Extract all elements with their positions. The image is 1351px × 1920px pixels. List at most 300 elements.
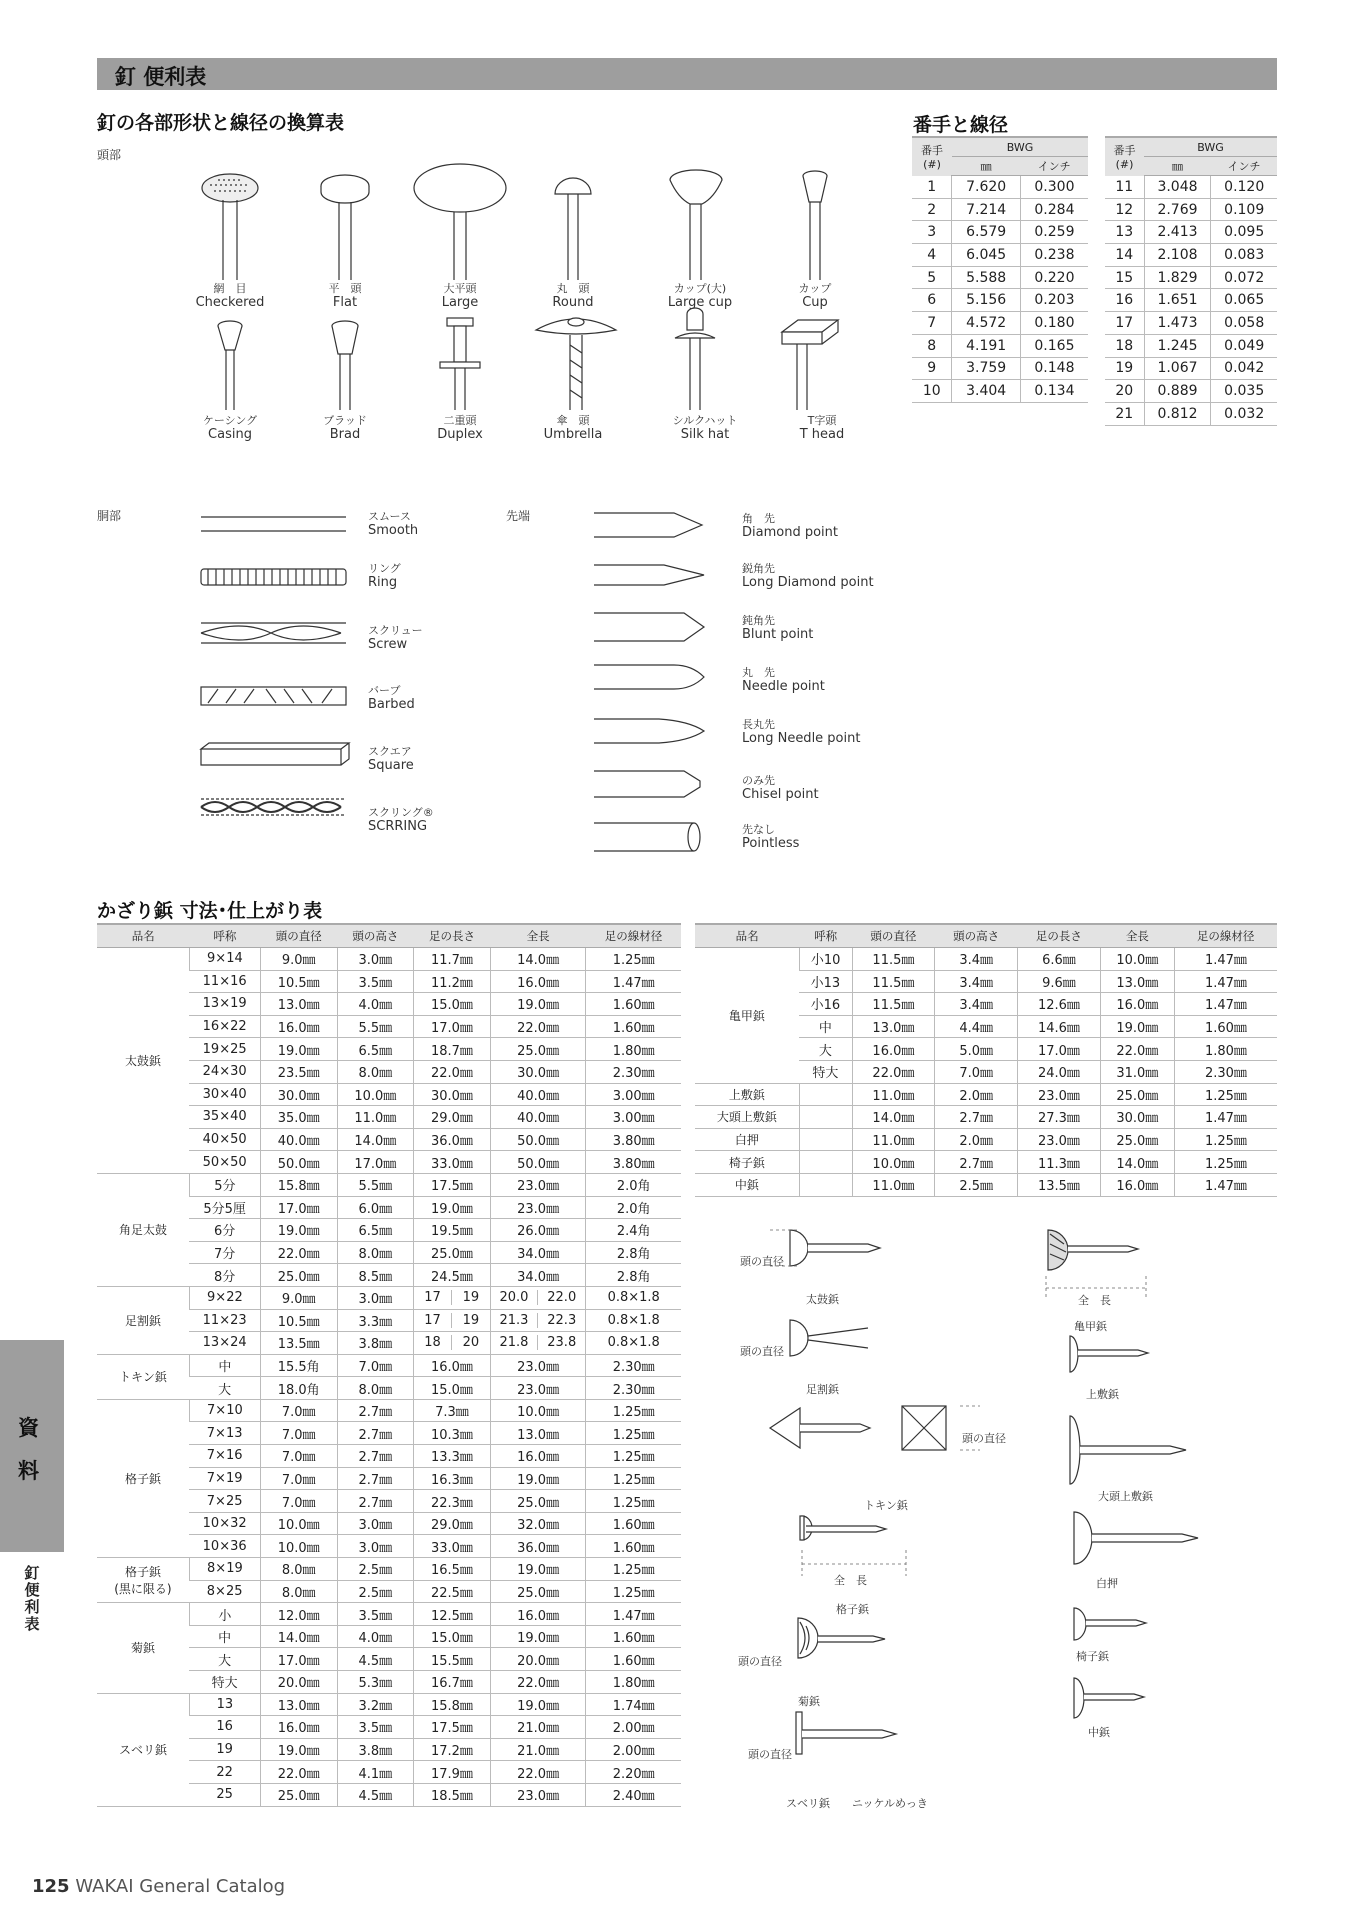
kz-leg-length: 16.7㎜ <box>414 1671 491 1694</box>
kz-total-length: 30.0㎜ <box>1100 1106 1174 1129</box>
kz-head-dia: 16.0㎜ <box>260 1015 337 1038</box>
kz-wire-dia: 2.4角 <box>586 1219 681 1242</box>
head-caption-cup: カップ Cup <box>798 282 832 310</box>
bwg-mm: 0.812 <box>1144 402 1211 425</box>
kz-leg-length: 9.6㎜ <box>1018 970 1101 993</box>
table-row <box>97 1286 681 1309</box>
kz-leg-length: 23.0㎜ <box>1018 1128 1101 1151</box>
kz-head-dia: 8.0㎜ <box>260 1580 337 1603</box>
bwg-num: 15 <box>1105 266 1144 289</box>
bwg-inch: 0.042 <box>1211 357 1277 380</box>
casing-head-icon <box>218 321 242 410</box>
kz-product-name: 亀甲鋲 <box>695 948 799 1084</box>
kz-head-dia: 22.0㎜ <box>260 1241 337 1264</box>
kikko-tack-icon <box>1048 1230 1138 1270</box>
kz-total-length: 14.0㎜ <box>1100 1151 1174 1174</box>
kz-total-length: 19.0㎜ <box>490 993 586 1016</box>
kz-header-5: 全長 <box>1100 924 1174 948</box>
bwg-header-mm: ㎜ <box>1144 157 1211 176</box>
side-tab-char-2: 料 <box>18 1459 39 1483</box>
isu-tack-icon <box>1074 1608 1146 1640</box>
kz-wire-dia: 1.47㎜ <box>1174 1106 1277 1129</box>
kz-callname: 5分 <box>189 1173 260 1196</box>
label-head-dia-1: 頭の直径 <box>740 1255 784 1268</box>
kz-callname: 16 <box>189 1716 260 1739</box>
kz-head-height: 8.5㎜ <box>337 1264 414 1287</box>
kz-leg-length: 17 19 <box>414 1309 491 1332</box>
bwg-inch: 0.259 <box>1020 221 1088 244</box>
kz-callname <box>799 1151 852 1174</box>
head-caption-flat: 平 頭 Flat <box>328 282 362 310</box>
kz-wire-dia: 1.47㎜ <box>1174 1173 1277 1196</box>
table-row <box>695 948 1277 971</box>
kz-callname: 特大 <box>799 1060 852 1083</box>
kz-head-dia: 22.0㎜ <box>260 1761 337 1784</box>
kz-head-dia: 10.0㎜ <box>260 1512 337 1535</box>
label-naka: 中鋲 <box>1088 1726 1110 1739</box>
kz-product-name: 足割鋲 <box>97 1286 189 1354</box>
bwg-mm: 3.404 <box>952 380 1020 403</box>
kz-wire-dia: 1.60㎜ <box>586 1535 681 1558</box>
label-uwashiki: 上敷鋲 <box>1086 1388 1119 1401</box>
kz-header-4: 足の長さ <box>1018 924 1101 948</box>
kz-callname: 8分 <box>189 1264 260 1287</box>
kz-leg-length: 11.3㎜ <box>1018 1151 1101 1174</box>
kz-head-dia: 8.0㎜ <box>260 1558 337 1581</box>
shank-caption-square: スクエア Square <box>368 745 414 773</box>
label-taiko: 太鼓鋲 <box>806 1293 839 1306</box>
kz-leg-length: 12.5㎜ <box>414 1603 491 1626</box>
kz-head-height: 10.0㎜ <box>337 1083 414 1106</box>
kz-head-height: 8.0㎜ <box>337 1060 414 1083</box>
table-row <box>695 1083 1277 1106</box>
kz-head-height: 5.0㎜ <box>935 1038 1018 1061</box>
kz-wire-dia: 3.80㎜ <box>586 1151 681 1174</box>
kz-total-length: 19.0㎜ <box>490 1467 586 1490</box>
kz-total-length: 16.0㎜ <box>490 970 586 993</box>
table-row <box>912 334 1088 357</box>
bwg-inch: 0.058 <box>1211 312 1277 335</box>
otou-uwashiki-tack-icon <box>1070 1416 1186 1484</box>
kz-callname: 小10 <box>799 948 852 971</box>
bwg-num: 14 <box>1105 244 1144 267</box>
kz-head-dia: 14.0㎜ <box>260 1625 337 1648</box>
kz-product-name: 格子鋲 <box>97 1399 189 1557</box>
kz-head-dia: 13.0㎜ <box>852 1015 935 1038</box>
table-row <box>1105 357 1277 380</box>
kz-callname: 10×32 <box>189 1512 260 1535</box>
kz-head-dia: 19.0㎜ <box>260 1738 337 1761</box>
scrring-shank-icon <box>201 799 346 815</box>
kz-head-height: 3.8㎜ <box>337 1332 414 1355</box>
kz-callname: 小 <box>189 1603 260 1626</box>
kz-head-dia: 7.0㎜ <box>260 1490 337 1513</box>
bwg-num: 18 <box>1105 334 1144 357</box>
kz-callname: 9×14 <box>189 948 260 971</box>
chisel-point-icon <box>594 771 700 797</box>
bwg-num: 7 <box>912 312 952 335</box>
kz-wire-dia: 1.25㎜ <box>586 948 681 971</box>
kz-total-length: 21.0㎜ <box>490 1738 586 1761</box>
shank-caption-barbed: バーブ Barbed <box>368 684 415 712</box>
table-row <box>97 1399 681 1422</box>
kz-leg-length: 17.5㎜ <box>414 1173 491 1196</box>
bwg-mm: 1.245 <box>1144 334 1211 357</box>
shank-caption-scrring: スクリング® SCRRING <box>368 806 434 834</box>
kz-leg-length: 25.0㎜ <box>414 1241 491 1264</box>
kz-wire-dia: 3.00㎜ <box>586 1083 681 1106</box>
table-row <box>695 1106 1277 1129</box>
bwg-num: 19 <box>1105 357 1144 380</box>
bwg-header-num: 番手 (#) <box>1105 137 1144 176</box>
kz-head-height: 11.0㎜ <box>337 1106 414 1129</box>
kz-callname: 19 <box>189 1738 260 1761</box>
kz-total-length: 40.0㎜ <box>490 1106 586 1129</box>
kz-head-dia: 20.0㎜ <box>260 1671 337 1694</box>
smooth-shank-icon <box>201 517 346 531</box>
cup-head-icon <box>803 171 827 280</box>
kz-wire-dia: 3.80㎜ <box>586 1128 681 1151</box>
bwg-mm: 5.156 <box>952 289 1020 312</box>
kz-callname: 25 <box>189 1783 260 1806</box>
kz-wire-dia: 2.30㎜ <box>586 1060 681 1083</box>
point-label: 先端 <box>506 509 531 523</box>
kz-head-height: 4.0㎜ <box>337 1625 414 1648</box>
bwg-inch: 0.095 <box>1211 221 1277 244</box>
kz-leg-length: 17 19 <box>414 1286 491 1309</box>
kz-callname: 40×50 <box>189 1128 260 1151</box>
kz-total-length: 19.0㎜ <box>490 1558 586 1581</box>
kz-head-height: 3.8㎜ <box>337 1738 414 1761</box>
label-nickel: ニッケルめっき <box>852 1797 928 1810</box>
kz-wire-dia: 1.60㎜ <box>1174 1015 1277 1038</box>
head-caption-large-cup: カップ(大) Large cup <box>667 282 733 310</box>
bwg-title: 番手と線径 <box>913 114 1009 136</box>
footer-text: WAKAI General Catalog <box>75 1876 286 1897</box>
kz-leg-length: 18.5㎜ <box>414 1783 491 1806</box>
kz-wire-dia: 1.74㎜ <box>586 1693 681 1716</box>
kz-total-length: 20.0 22.0 <box>490 1286 586 1309</box>
kz-total-length: 50.0㎜ <box>490 1151 586 1174</box>
kz-callname: 小16 <box>799 993 852 1016</box>
tokin-tack-icon <box>770 1408 870 1448</box>
diamond-point-icon <box>594 513 702 537</box>
tokin-square-icon <box>902 1406 946 1450</box>
kz-leg-length: 19.5㎜ <box>414 1219 491 1242</box>
bwg-inch: 0.300 <box>1020 176 1088 199</box>
kz-head-dia: 25.0㎜ <box>260 1264 337 1287</box>
kz-total-length: 23.0㎜ <box>490 1173 586 1196</box>
kz-head-dia: 25.0㎜ <box>260 1783 337 1806</box>
head-caption-t-head: T字頭 T head <box>799 414 845 442</box>
kz-header-6: 足の線材径 <box>1174 924 1277 948</box>
kz-leg-length: 10.3㎜ <box>414 1422 491 1445</box>
kz-total-length: 23.0㎜ <box>490 1377 586 1400</box>
kz-head-dia: 40.0㎜ <box>260 1128 337 1151</box>
head-caption-casing: ケーシング Casing <box>202 414 258 442</box>
kz-callname: 11×23 <box>189 1309 260 1332</box>
kz-head-dia: 15.5角 <box>260 1354 337 1377</box>
kz-leg-length: 7.3㎜ <box>414 1399 491 1422</box>
bwg-num: 9 <box>912 357 952 380</box>
kz-head-height: 6.5㎜ <box>337 1219 414 1242</box>
side-tab[interactable] <box>0 1340 64 1552</box>
table-row <box>1105 289 1277 312</box>
kz-head-dia: 19.0㎜ <box>260 1038 337 1061</box>
kz-leg-length: 15.0㎜ <box>414 1625 491 1648</box>
bwg-num: 2 <box>912 198 952 221</box>
kz-wire-dia: 1.25㎜ <box>586 1467 681 1490</box>
kz-total-length: 13.0㎜ <box>1100 970 1174 993</box>
kz-head-dia: 17.0㎜ <box>260 1196 337 1219</box>
kz-callname: 10×36 <box>189 1535 260 1558</box>
label-head-dia-5: 頭の直径 <box>748 1748 792 1761</box>
bwg-table-right <box>1105 136 1277 426</box>
kz-total-length: 30.0㎜ <box>490 1060 586 1083</box>
kz-callname: 7×19 <box>189 1467 260 1490</box>
kz-wire-dia: 1.25㎜ <box>586 1490 681 1513</box>
bwg-inch: 0.032 <box>1211 402 1277 425</box>
kz-total-length: 19.0㎜ <box>1100 1015 1174 1038</box>
kz-callname: 16×22 <box>189 1015 260 1038</box>
bwg-mm: 3.759 <box>952 357 1020 380</box>
kz-head-dia: 12.0㎜ <box>260 1603 337 1626</box>
table-row <box>912 380 1088 403</box>
bwg-num: 3 <box>912 221 952 244</box>
kz-head-dia: 30.0㎜ <box>260 1083 337 1106</box>
bwg-inch: 0.284 <box>1020 198 1088 221</box>
long-needle-point-icon <box>594 719 704 743</box>
kz-callname: 24×30 <box>189 1060 260 1083</box>
kz-head-dia: 9.0㎜ <box>260 948 337 971</box>
shank-label: 胴部 <box>97 509 122 523</box>
kz-header-0: 品名 <box>695 924 799 948</box>
kz-wire-dia: 1.47㎜ <box>586 970 681 993</box>
kz-callname: 中 <box>189 1354 260 1377</box>
kz-total-length: 22.0㎜ <box>490 1015 586 1038</box>
bwg-mm: 2.108 <box>1144 244 1211 267</box>
bwg-num: 11 <box>1105 176 1144 199</box>
kz-wire-dia: 1.60㎜ <box>586 993 681 1016</box>
shank-caption-smooth: スムース Smooth <box>368 510 419 538</box>
kz-head-height: 3.5㎜ <box>337 1716 414 1739</box>
kz-callname: 6分 <box>189 1219 260 1242</box>
kz-total-length: 36.0㎜ <box>490 1535 586 1558</box>
kz-head-dia: 11.5㎜ <box>852 993 935 1016</box>
kz-leg-length: 16.3㎜ <box>414 1467 491 1490</box>
kz-header-0: 品名 <box>97 924 189 948</box>
kz-head-dia: 10.0㎜ <box>852 1151 935 1174</box>
kz-wire-dia: 2.8角 <box>586 1241 681 1264</box>
kz-head-height: 4.0㎜ <box>337 993 414 1016</box>
kz-leg-length: 18.7㎜ <box>414 1038 491 1061</box>
kz-callname: 中 <box>189 1625 260 1648</box>
bwg-header-group: BWG <box>952 137 1088 157</box>
kz-total-length: 19.0㎜ <box>490 1625 586 1648</box>
kz-header-5: 全長 <box>490 924 586 948</box>
kz-total-length: 23.0㎜ <box>490 1354 586 1377</box>
kz-total-length: 26.0㎜ <box>490 1219 586 1242</box>
kz-callname <box>799 1173 852 1196</box>
kz-total-length: 25.0㎜ <box>490 1490 586 1513</box>
kz-head-dia: 10.5㎜ <box>260 970 337 993</box>
head-caption-brad: ブラッド Brad <box>323 414 367 442</box>
table-row <box>97 1558 681 1581</box>
bwg-mm: 1.829 <box>1144 266 1211 289</box>
kz-wire-dia: 1.25㎜ <box>586 1422 681 1445</box>
bwg-inch: 0.134 <box>1020 380 1088 403</box>
kz-leg-length: 11.7㎜ <box>414 948 491 971</box>
kz-wire-dia: 1.25㎜ <box>586 1445 681 1468</box>
section-title-kazari: かざり鋲 寸法･仕上がり表 <box>97 900 323 922</box>
pointless-icon <box>594 823 700 851</box>
kz-head-height: 2.7㎜ <box>337 1490 414 1513</box>
kz-product-name: 中鋲 <box>695 1173 799 1196</box>
point-caption-long-diamond: 鋭角先 Long Diamond point <box>742 562 874 590</box>
kz-head-height: 3.5㎜ <box>337 1603 414 1626</box>
kz-total-length: 34.0㎜ <box>490 1264 586 1287</box>
kz-total-length: 34.0㎜ <box>490 1241 586 1264</box>
kz-leg-length: 33.0㎜ <box>414 1151 491 1174</box>
bwg-inch: 0.238 <box>1020 244 1088 267</box>
kz-total-length: 10.0㎜ <box>1100 948 1174 971</box>
kz-wire-dia: 1.47㎜ <box>1174 948 1277 971</box>
table-row <box>1105 244 1277 267</box>
kz-callname: 50×50 <box>189 1151 260 1174</box>
table-row <box>1105 198 1277 221</box>
kz-head-height: 2.7㎜ <box>337 1422 414 1445</box>
kz-callname: 19×25 <box>189 1038 260 1061</box>
bwg-num: 17 <box>1105 312 1144 335</box>
kz-head-dia: 16.0㎜ <box>852 1038 935 1061</box>
kz-wire-dia: 2.8角 <box>586 1264 681 1287</box>
kz-wire-dia: 1.80㎜ <box>586 1671 681 1694</box>
kz-head-dia: 10.0㎜ <box>260 1535 337 1558</box>
bwg-inch: 0.165 <box>1020 334 1088 357</box>
kz-callname: 13×19 <box>189 993 260 1016</box>
shirooshi-tack-icon <box>1074 1512 1198 1564</box>
kz-head-height: 2.5㎜ <box>935 1173 1018 1196</box>
kz-head-dia: 11.0㎜ <box>852 1128 935 1151</box>
kz-leg-length: 13.5㎜ <box>1018 1173 1101 1196</box>
kz-head-height: 3.3㎜ <box>337 1309 414 1332</box>
bwg-num: 1 <box>912 176 952 199</box>
kz-total-length: 14.0㎜ <box>490 948 586 971</box>
kz-head-dia: 11.5㎜ <box>852 970 935 993</box>
kz-head-height: 3.5㎜ <box>337 970 414 993</box>
point-caption-long-needle: 長丸先 Long Needle point <box>742 718 861 746</box>
koshi-tack-icon <box>800 1516 886 1540</box>
kz-head-height: 2.0㎜ <box>935 1128 1018 1151</box>
kz-wire-dia: 1.80㎜ <box>586 1038 681 1061</box>
kz-product-name: 大頭上敷鋲 <box>695 1106 799 1129</box>
kz-head-dia: 17.0㎜ <box>260 1648 337 1671</box>
bwg-num: 6 <box>912 289 952 312</box>
kz-total-length: 16.0㎜ <box>490 1603 586 1626</box>
bwg-mm: 5.588 <box>952 266 1020 289</box>
kz-head-dia: 14.0㎜ <box>852 1106 935 1129</box>
kz-wire-dia: 2.30㎜ <box>586 1377 681 1400</box>
barbed-shank-icon <box>201 687 346 705</box>
bwg-mm: 3.048 <box>1144 176 1211 199</box>
kz-callname: 特大 <box>189 1671 260 1694</box>
bwg-mm: 6.045 <box>952 244 1020 267</box>
kz-header-2: 頭の直径 <box>852 924 935 948</box>
kz-head-height: 5.3㎜ <box>337 1671 414 1694</box>
kz-leg-length: 16.5㎜ <box>414 1558 491 1581</box>
label-isu: 椅子鋲 <box>1076 1650 1109 1663</box>
kz-callname: 11×16 <box>189 970 260 993</box>
table-row <box>97 1354 681 1377</box>
kz-total-length: 10.0㎜ <box>490 1399 586 1422</box>
kz-callname: 7×13 <box>189 1422 260 1445</box>
head-caption-round: 丸 頭 Round <box>552 282 594 310</box>
kz-callname: 30×40 <box>189 1083 260 1106</box>
kz-head-height: 7.0㎜ <box>337 1354 414 1377</box>
kz-wire-dia: 2.20㎜ <box>586 1761 681 1784</box>
kz-callname: 大 <box>189 1377 260 1400</box>
kz-head-dia: 22.0㎜ <box>852 1060 935 1083</box>
point-illustrations <box>590 505 720 865</box>
kz-total-length: 21.0㎜ <box>490 1716 586 1739</box>
kz-head-height: 4.5㎜ <box>337 1783 414 1806</box>
kz-wire-dia: 2.30㎜ <box>1174 1060 1277 1083</box>
kz-head-dia: 10.5㎜ <box>260 1309 337 1332</box>
point-caption-needle: 丸 先 Needle point <box>742 666 825 694</box>
kz-total-length: 22.0㎜ <box>490 1671 586 1694</box>
kz-wire-dia: 2.0角 <box>586 1173 681 1196</box>
kz-wire-dia: 1.25㎜ <box>586 1580 681 1603</box>
kz-leg-length: 22.0㎜ <box>414 1060 491 1083</box>
kz-head-height: 3.4㎜ <box>935 970 1018 993</box>
kz-head-height: 3.0㎜ <box>337 1512 414 1535</box>
table-row <box>1105 176 1277 199</box>
table-row <box>1105 334 1277 357</box>
ring-shank-icon <box>201 569 346 585</box>
label-head-dia-2: 頭の直径 <box>740 1345 784 1358</box>
bwg-table-left <box>912 136 1088 403</box>
kz-wire-dia: 3.00㎜ <box>586 1106 681 1129</box>
kz-head-height: 2.7㎜ <box>337 1467 414 1490</box>
bwg-num: 4 <box>912 244 952 267</box>
bwg-inch: 0.148 <box>1020 357 1088 380</box>
kz-leg-length: 29.0㎜ <box>414 1106 491 1129</box>
kz-head-dia: 23.5㎜ <box>260 1060 337 1083</box>
bwg-mm: 1.651 <box>1144 289 1211 312</box>
kz-head-dia: 11.0㎜ <box>852 1083 935 1106</box>
head-caption-checkered: 網 目 Checkered <box>195 282 265 310</box>
kz-head-height: 2.5㎜ <box>337 1558 414 1581</box>
kz-leg-length: 15.0㎜ <box>414 1377 491 1400</box>
kz-leg-length: 13.3㎜ <box>414 1445 491 1468</box>
kz-head-dia: 11.0㎜ <box>852 1173 935 1196</box>
kz-wire-dia: 1.25㎜ <box>1174 1128 1277 1151</box>
label-ashiwari: 足割鋲 <box>806 1383 839 1396</box>
kz-leg-length: 27.3㎜ <box>1018 1106 1101 1129</box>
kz-wire-dia: 1.47㎜ <box>1174 993 1277 1016</box>
table-row <box>695 1128 1277 1151</box>
bwg-mm: 0.889 <box>1144 380 1211 403</box>
kz-total-length: 25.0㎜ <box>1100 1128 1174 1151</box>
kazari-table-left <box>97 923 681 1807</box>
screw-shank-icon <box>201 623 346 643</box>
kz-product-name: 椅子鋲 <box>695 1151 799 1174</box>
kz-leg-length: 15.5㎜ <box>414 1648 491 1671</box>
kz-callname: 5分5厘 <box>189 1196 260 1219</box>
kz-wire-dia: 1.25㎜ <box>586 1399 681 1422</box>
kz-total-length: 13.0㎜ <box>490 1422 586 1445</box>
kz-total-length: 21.3 22.3 <box>490 1309 586 1332</box>
